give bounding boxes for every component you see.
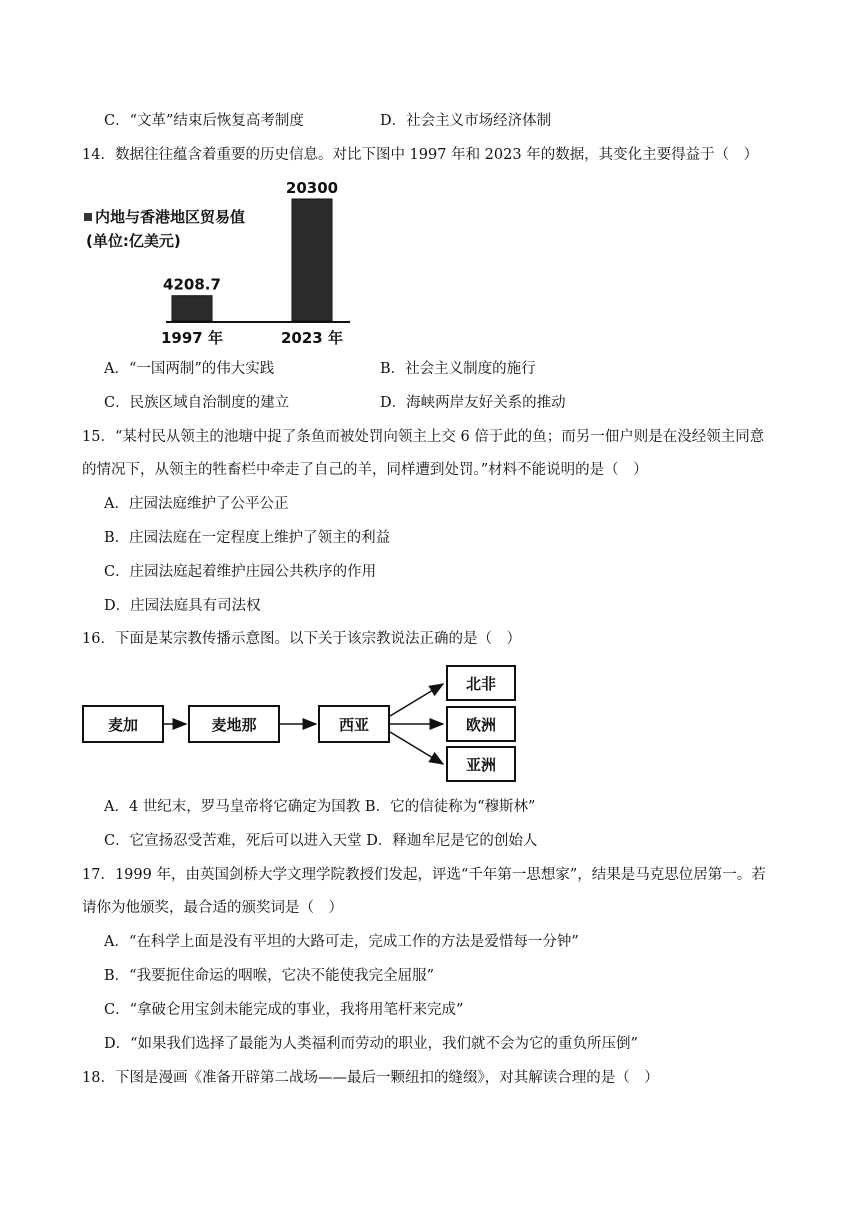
- q14-stem: 14．数据往往蕴含着重要的历史信息。对比下图中 1997 年和 2023 年的数据，其变化主要得益于（ ）: [82, 147, 759, 163]
- node-europe: 欧洲: [446, 706, 516, 742]
- bar-value-label-1: 4208.7: [163, 275, 221, 294]
- node-medina: 麦地那: [188, 705, 280, 743]
- arrow-to-asia: [390, 732, 443, 764]
- q14-option-d: D．海峡两岸友好关系的推动: [380, 395, 566, 411]
- arrow-to-north-africa: [390, 684, 443, 716]
- trade-bar-chart: [82, 175, 357, 350]
- q16-options-line2: C．它宣扬忍受苦难，死后可以进入天堂 D．释迦牟尼是它的创始人: [104, 833, 538, 849]
- q14-option-c: C．民族区域自治制度的建立: [104, 395, 290, 411]
- q15-option-c: C．庄园法庭起着维护庄园公共秩序的作用: [104, 564, 377, 580]
- bar-value-label-2: 20300: [285, 179, 339, 197]
- q17-option-c: C．“拿破仑用宝剑未能完成的事业，我将用笔杆来完成”: [104, 1002, 464, 1018]
- node-west-asia: 西亚: [318, 705, 390, 743]
- trade-bar-chart-svg: [82, 175, 357, 350]
- q15-stem-line1: 15．“某村民从领主的池塘中捉了条鱼而被处罚向领主上交 6 倍于此的鱼；而另一佃户则是在没经领主同意: [82, 429, 765, 445]
- q18-stem: 18．下图是漫画《准备开辟第二战场——最后一颗纽扣的缝缀》，对其解读合理的是（ ）: [82, 1070, 659, 1086]
- q14-option-a: A．“一国两制”的伟大实践: [104, 361, 275, 377]
- q13-option-c: C．“文革”结束后恢复高考制度: [104, 113, 304, 129]
- q15-option-a: A．庄园法庭维护了公平公正: [104, 496, 289, 512]
- q14-option-b: B．社会主义制度的施行: [380, 361, 536, 377]
- category-label-1: 1997 年: [161, 329, 223, 347]
- q13-option-d: D．社会主义市场经济体制: [380, 113, 552, 129]
- q17-stem-line2: 请你为他颁奖，最合适的颁奖词是（ ）: [82, 900, 343, 916]
- q17-option-d: D．“如果我们选择了最能为人类福利而劳动的职业，我们就不会为它的重负所压倒”: [104, 1036, 638, 1052]
- q16-stem: 16．下面是某宗教传播示意图。以下关于该宗教说法正确的是（ ）: [82, 631, 521, 647]
- religion-spread-diagram: [82, 660, 522, 785]
- chart-subtitle: (单位:亿美元): [86, 232, 181, 250]
- q17-option-b: B．“我要扼住命运的咽喉，它决不能使我完全屈服”: [104, 968, 434, 984]
- bar-1: [172, 296, 212, 321]
- q17-stem-line1: 17．1999 年，由英国剑桥大学文理学院教授们发起，评选“千年第一思想家”，结果是马克思位居第一。若: [82, 867, 766, 883]
- node-north-africa: 北非: [446, 665, 516, 701]
- chart-title: 内地与香港地区贸易值: [95, 208, 246, 226]
- q17-option-a: A．“在科学上面是没有平坦的大路可走，完成工作的方法是爱惜每一分钟”: [104, 934, 579, 950]
- bar-2: [292, 199, 332, 321]
- q15-stem-line2: 的情况下，从领主的牲畜栏中牵走了自己的羊，同样遭到处罚。”材料不能说明的是（ ）: [82, 462, 648, 478]
- node-asia: 亚洲: [446, 746, 516, 782]
- node-mecca: 麦加: [82, 705, 164, 743]
- legend-swatch: [84, 213, 92, 221]
- q15-option-d: D．庄园法庭具有司法权: [104, 598, 261, 614]
- category-label-2: 2023 年: [281, 329, 343, 347]
- q15-option-b: B．庄园法庭在一定程度上维护了领主的利益: [104, 530, 391, 546]
- q16-options-line1: A．4 世纪末，罗马皇帝将它确定为国教 B．它的信徒称为“穆斯林”: [104, 799, 536, 815]
